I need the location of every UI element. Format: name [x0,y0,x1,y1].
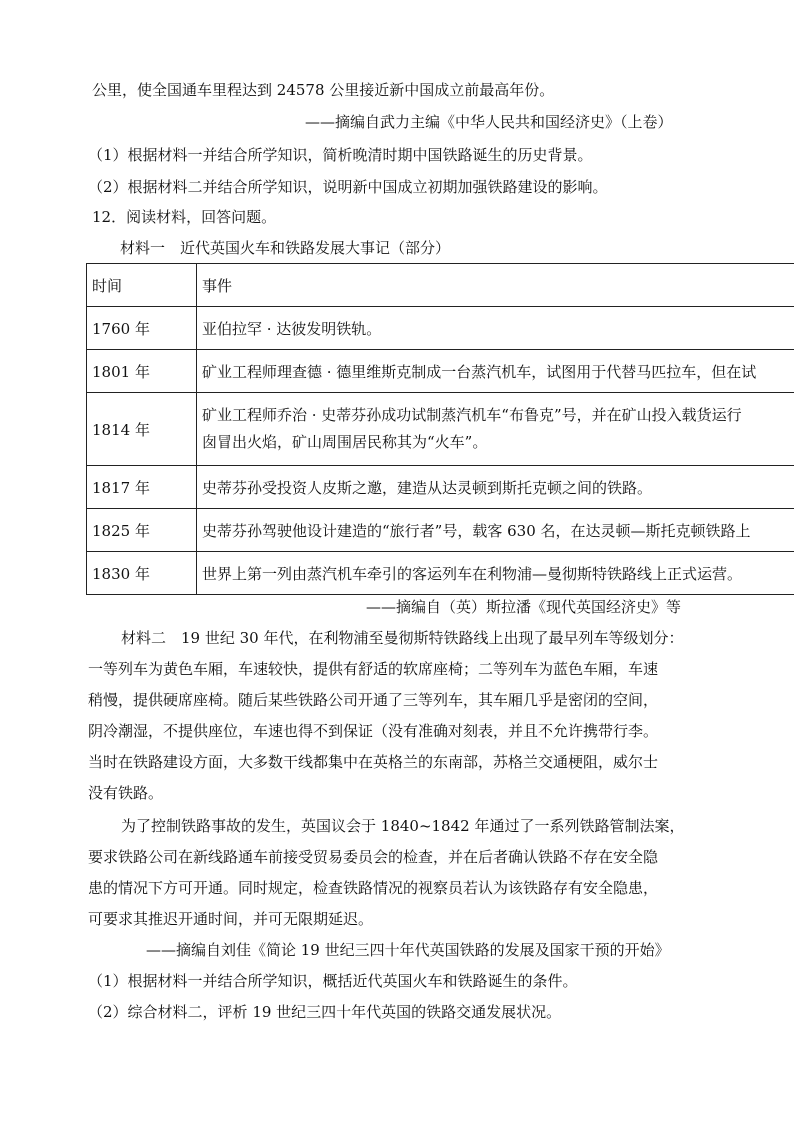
material-2-line: 当时在铁路建设方面，大多数干线都集中在英格兰的东南部，苏格兰交通梗阻，威尔士 [88,753,659,771]
material-2-line: 稍慢，提供硬席座椅。随后某些铁路公司开通了三等列车，其车厢几乎是密闭的空间， [88,691,659,709]
table-row [87,393,794,466]
row-event: 世界上第一列由蒸汽机车牵引的客运列车在利物浦—曼彻斯特铁路线上正式运营。 [197,552,794,595]
row-event [197,393,794,466]
paragraph-tail: 公里，使全国通车里程达到 24578 公里接近新中国成立前最高年份。 [92,81,555,99]
material-2-line: 阴冷潮湿，不提供座位，车速也得不到保证（没有准确对刻表，并且不允许携带行李。 [88,722,659,740]
row-event: 亚伯拉罕 · 达彼发明铁轨。 [197,307,794,350]
row-time: 1817 年 [87,466,197,509]
material-2-line: 没有铁路。 [88,784,164,802]
question-12-1: （1）根据材料一并结合所学知识，概括近代英国火车和铁路诞生的条件。 [88,972,578,990]
question-11-1: （1）根据材料一并结合所学知识，简析晚清时期中国铁路诞生的历史背景。 [88,146,593,164]
table-row [87,307,794,350]
question-12-heading: 12．阅读材料，回答问题。 [92,208,277,226]
row-time: 1830 年 [87,552,197,595]
row-event-line: 囱冒出火焰，矿山周围居民称其为“火车”。 [202,433,488,451]
material-2-line: 材料二 19 世纪 30 年代，在利物浦至曼彻斯特铁路线上出现了最早列车等级划分： [106,629,684,647]
material-1-title: 材料一 近代英国火车和铁路发展大事记（部分） [120,239,451,257]
header-time: 时间 [87,264,197,307]
material-2-paragraph-2-line: 可要求其推迟开通时间，并可无限期延迟。 [88,910,374,928]
table-row [87,350,794,393]
citation-wuli: ——摘编自武力主编《中华人民共和国经济史》（上卷） [305,113,673,131]
row-time: 1801 年 [87,350,197,393]
table-row [87,466,794,509]
events-table [86,263,794,595]
row-time: 1760 年 [87,307,197,350]
row-event: 史蒂芬孙驾驶他设计建造的“旅行者”号，载客 630 名，在达灵顿—斯托克顿铁路上 [197,509,794,552]
material-2-paragraph-2-line: 患的情况下方可开通。同时规定，检查铁路情况的视察员若认为该铁路存有安全隐患， [88,879,659,897]
table-row [87,509,794,552]
question-12-2: （2）综合材料二，评析 19 世纪三四十年代英国的铁路交通发展状况。 [88,1003,562,1021]
material-2-paragraph-2-line: 为了控制铁路事故的发生，英国议会于 1840~1842 年通过了一系列铁路管制法案， [106,817,685,835]
table-header-row [87,264,794,307]
header-event: 事件 [197,264,794,307]
material-2-line: 一等列车为黄色车厢，车速较快，提供有舒适的软席座椅；二等列车为蓝色车厢，车速 [88,660,659,678]
material-2-paragraph-2-line: 要求铁路公司在新线路通车前接受贸易委员会的检查，并在后者确认铁路不存在安全隐 [88,848,659,866]
citation-slapan: ——摘编自（英）斯拉潘《现代英国经济史》等 [366,598,682,616]
citation-liujia: ——摘编自刘佳《简论 19 世纪三四十年代英国铁路的发展及国家干预的开始》 [146,941,670,959]
row-event: 史蒂芬孙受投资人皮斯之邀，建造从达灵顿到斯托克顿之间的铁路。 [197,466,794,509]
row-time: 1825 年 [87,509,197,552]
table-row [87,552,794,595]
question-11-2: （2）根据材料二并结合所学知识，说明新中国成立初期加强铁路建设的影响。 [88,178,608,196]
row-event: 矿业工程师理查德 · 德里维斯克制成一台蒸汽机车，试图用于代替马匹拉车，但在试 [197,350,794,393]
row-event-line: 矿业工程师乔治 · 史蒂芬孙成功试制蒸汽机车“布鲁克”号，并在矿山投入载货运行 [202,406,742,424]
row-time: 1814 年 [87,393,197,466]
